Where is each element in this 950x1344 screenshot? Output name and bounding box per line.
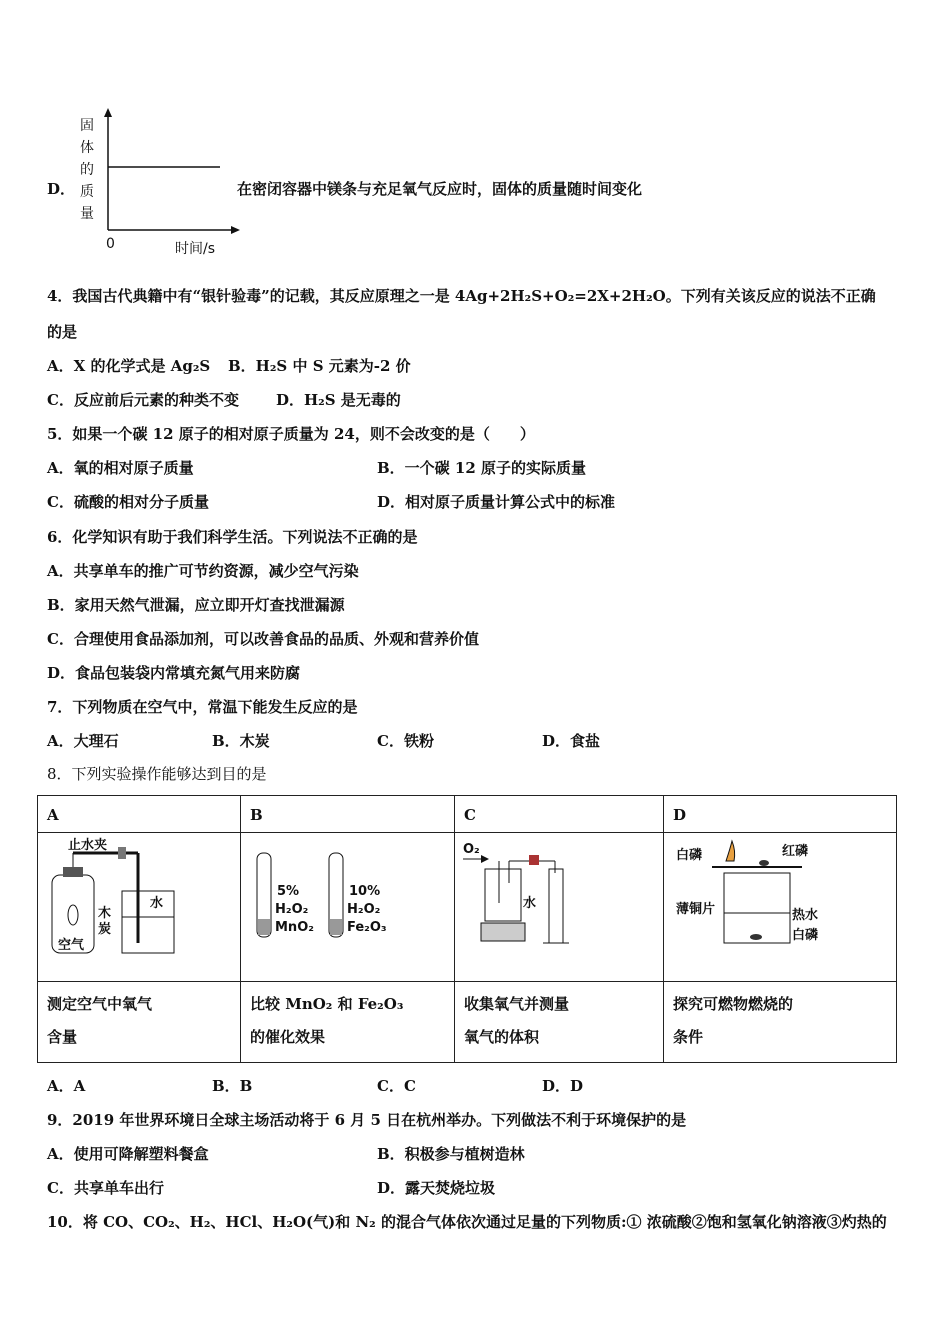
desc-line: 探究可燃物燃烧的: [673, 995, 794, 1013]
graph-axes: [100, 105, 240, 235]
q5-option-c[interactable]: C．硫酸的相对分子质量: [47, 493, 209, 511]
image-label: 水: [523, 896, 537, 911]
q8-option-b[interactable]: B．B: [212, 1077, 253, 1095]
image-label: 空气: [58, 938, 85, 953]
q8-option-a[interactable]: A．A: [47, 1077, 86, 1095]
desc-line: 含量: [47, 1028, 78, 1046]
table-cell-c: [455, 796, 664, 1063]
q10-stem: 10．将 CO、CO₂、H₂、HCl、H₂O(气)和 N₂ 的混合气体依次通过足量的下列物质:① 浓硫酸②饱和氢氧化钠溶液③灼热的: [47, 1213, 887, 1231]
combustion-conditions-apparatus-icon: [664, 833, 896, 981]
q8-option-d[interactable]: D．D: [542, 1077, 584, 1095]
table-cell-a: [38, 796, 241, 1063]
graph-x-axis-label: 时间/s: [175, 241, 216, 257]
image-label: Fe₂O₃: [347, 920, 387, 935]
graph-y-axis-label: [80, 115, 96, 225]
image-label: 10%: [349, 884, 381, 899]
q6-option-c[interactable]: C．合理使用食品添加剂，可以改善食品的品质、外观和营养价值: [47, 630, 479, 648]
gas-collection-apparatus-icon: [455, 833, 663, 981]
q9-option-c[interactable]: C．共享单车出行: [47, 1179, 164, 1197]
image-label: 红磷: [782, 844, 809, 859]
image-label: 热水: [792, 908, 819, 923]
y-axis-char: 质: [80, 184, 94, 200]
table-desc-b: [241, 982, 454, 1062]
q5-stem: 5．如果一个碳 12 原子的相对原子质量为 24，则不会改变的是（ ）: [47, 425, 535, 443]
desc-line: 条件: [673, 1028, 704, 1046]
q6-option-a[interactable]: A．共享单车的推广可节约资源，减少空气污染: [47, 562, 359, 580]
q5-option-a[interactable]: A．氧的相对原子质量: [47, 459, 194, 477]
q8-stem: 8．下列实验操作能够达到目的是: [47, 765, 267, 783]
q9-option-d[interactable]: D．露天焚烧垃圾: [377, 1179, 496, 1197]
flame-icon: [726, 841, 735, 861]
image-label: 木: [98, 906, 112, 921]
q3-option-d-text: 在密闭容器中镁条与充足氧气反应时，固体的质量随时间变化: [237, 180, 643, 198]
experiment-table: [37, 795, 897, 1063]
graph-origin: 0: [106, 236, 115, 252]
desc-line: 比较 MnO₂ 和 Fe₂O₃: [250, 995, 404, 1013]
table-header-a: A: [47, 806, 59, 824]
q7-stem: 7．下列物质在空气中，常温下能发生反应的是: [47, 698, 358, 716]
q7-option-b[interactable]: B．木炭: [212, 732, 270, 750]
oxygen-content-apparatus-icon: [38, 833, 240, 981]
table-header-d: D: [673, 806, 687, 824]
q5-option-d[interactable]: D．相对原子质量计算公式中的标准: [377, 493, 616, 511]
y-axis-char: 体: [80, 140, 94, 156]
q6-option-d[interactable]: D．食品包装袋内常填充氮气用来防腐: [47, 664, 301, 682]
image-label: 止水夹: [68, 838, 108, 853]
apparatus-c-image: [455, 833, 663, 981]
image-label: 水: [150, 896, 164, 911]
table-header-b: B: [250, 806, 263, 824]
q7-option-d[interactable]: D．食盐: [542, 732, 601, 750]
image-label: 5%: [277, 884, 300, 899]
image-label: O₂: [463, 842, 480, 857]
q8-option-c[interactable]: C．C: [377, 1077, 416, 1095]
q4-option-d[interactable]: D．H₂S 是无毒的: [276, 391, 401, 409]
q9-option-a[interactable]: A．使用可降解塑料餐盒: [47, 1145, 209, 1163]
q4-option-c[interactable]: C．反应前后元素的种类不变: [47, 391, 239, 409]
q6-option-b[interactable]: B．家用天然气泄漏，应立即开灯查找泄漏源: [47, 596, 345, 614]
image-label: MnO₂: [275, 920, 314, 935]
q4-option-b[interactable]: B．H₂S 中 S 元素为-2 价: [228, 357, 411, 375]
apparatus-a-image: [38, 833, 240, 981]
q4-stem-line1: 4．我国古代典籍中有“银针验毒”的记载，其反应原理之一是 4Ag+2H₂S+O₂=2X+2H₂O。下列有关该反应的说法不正确: [47, 287, 876, 305]
y-axis-char: 量: [80, 206, 94, 222]
table-cell-d: [664, 796, 897, 1063]
desc-line: 的催化效果: [250, 1028, 326, 1046]
y-axis-char: 固: [80, 118, 94, 134]
q3-option-d-label: D．: [47, 180, 76, 198]
desc-line: 收集氧气并测量: [464, 995, 570, 1013]
q9-option-b[interactable]: B．积极参与植树造林: [377, 1145, 525, 1163]
table-desc-a: [38, 982, 240, 1062]
table-cell-b: [241, 796, 455, 1063]
table-desc-d: [664, 982, 896, 1062]
image-label: 炭: [98, 922, 112, 937]
q7-option-c[interactable]: C．铁粉: [377, 732, 434, 750]
image-label: H₂O₂: [347, 902, 381, 917]
desc-line: 氧气的体积: [464, 1028, 540, 1046]
image-label: 白磷: [676, 848, 703, 863]
apparatus-b-image: [241, 833, 454, 981]
table-header-c: C: [464, 806, 476, 824]
catalyst-test-tubes-icon: [241, 833, 454, 981]
q5-option-b[interactable]: B．一个碳 12 原子的实际质量: [377, 459, 586, 477]
desc-line: 测定空气中氧气: [47, 995, 153, 1013]
q9-stem: 9．2019 年世界环境日全球主场活动将于 6 月 5 日在杭州举办。下列做法不利于环境保护的是: [47, 1111, 687, 1129]
image-label: 薄铜片: [676, 902, 716, 917]
q4-stem-line2: 的是: [47, 323, 78, 341]
y-axis-char: 的: [80, 162, 94, 178]
table-desc-c: [455, 982, 663, 1062]
image-label: 白磷: [792, 928, 819, 943]
q4-option-a[interactable]: A．X 的化学式是 Ag₂S: [47, 357, 211, 375]
q7-option-a[interactable]: A．大理石: [47, 732, 119, 750]
q6-stem: 6．化学知识有助于我们科学生活。下列说法不正确的是: [47, 528, 418, 546]
image-label: H₂O₂: [275, 902, 309, 917]
apparatus-d-image: [664, 833, 896, 981]
